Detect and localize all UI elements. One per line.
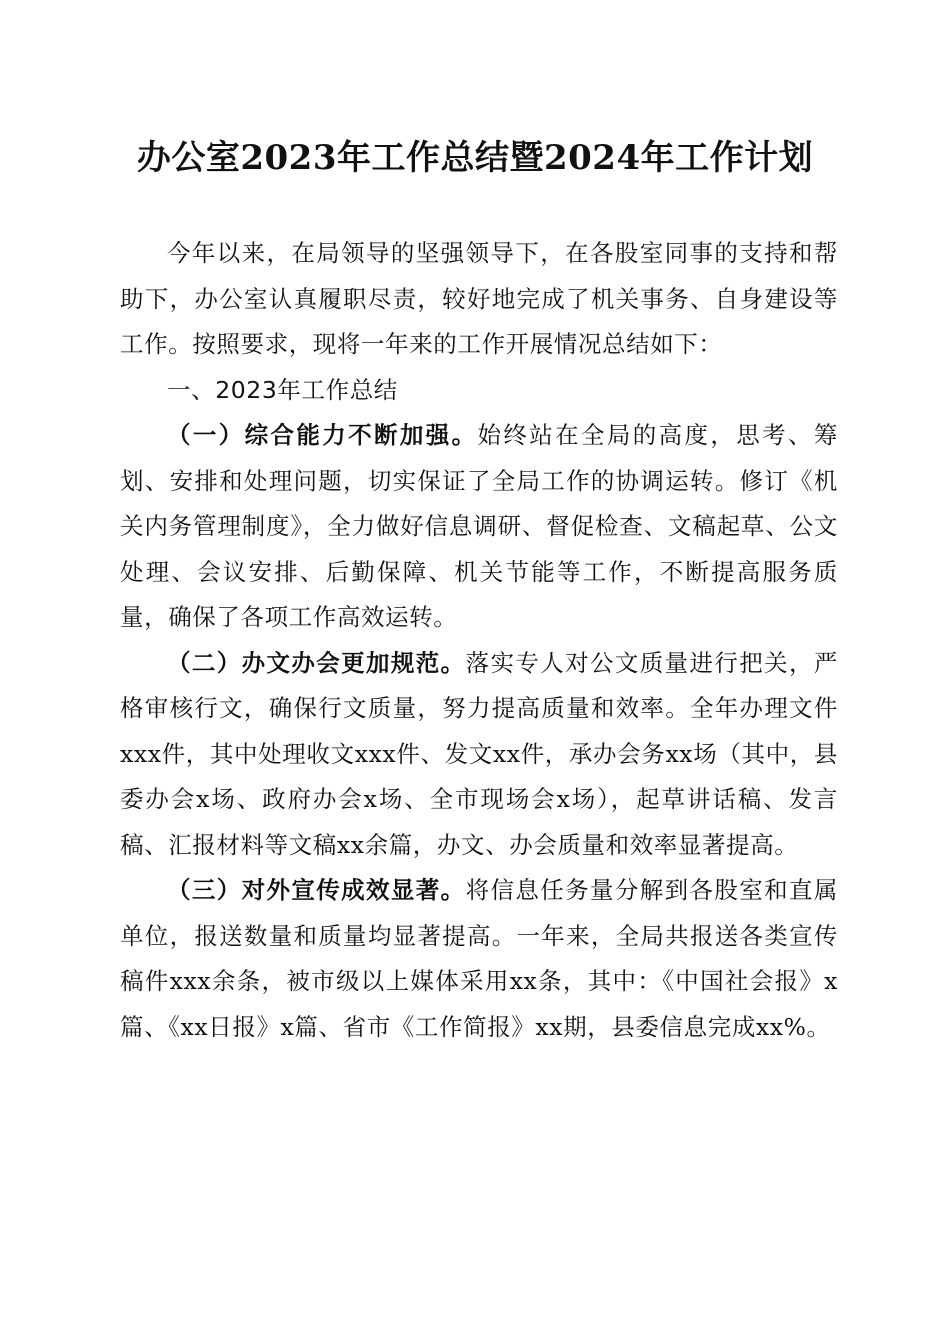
item-text-1: 始终站在全局的高度，思考、筹划、安排和处理问题，切实保证了全局工作的协调运转。修订《机关内务管理制度》，全力做好信息调研、督促检查、文稿起草、公文处理、会议安排、后勤保障、机关节能等工作，不断提高服务质量，确保了各项工作高效运转。 <box>120 421 838 631</box>
section-heading-summary: 一、2023年工作总结 <box>167 375 398 404</box>
item-lead-1: （一）综合能力不断加强。 <box>167 421 478 449</box>
item-text-3: 将信息任务量分解到各股室和直属单位，报送数量和质量均显著提高。一年来，全局共报送各类宣传稿件xxx余条，被市级以上媒体采用xx条，其中：《中国社会报》x篇、《xx日报》x篇、省市《工作简报》xx期，县委信息完成xx%。 <box>120 876 839 1041</box>
item-paragraph-2 <box>120 641 838 869</box>
item-paragraph-3 <box>120 868 838 1050</box>
document-title: 办公室2023年工作总结暨2024年工作计划 <box>136 138 814 178</box>
item-text-2: 落实专人对公文质量进行把关，严格审核行文，确保行文质量，努力提高质量和效率。全年办理文件xxx件，其中处理收文xxx件、发文xx件，承办会务xx场（其中，县委办会x场、政府办会x场、全市现场会x场），起草讲话稿、发言稿、汇报材料等文稿xx余篇，办文、办会质量和效率显著提高。 <box>120 648 839 859</box>
document-body <box>120 231 838 1050</box>
item-lead-2: （二）办文办会更加规范。 <box>167 648 466 677</box>
item-lead-3: （三）对外宣传成效显著。 <box>167 876 466 904</box>
item-paragraph-1 <box>120 413 838 641</box>
intro-paragraph: 今年以来，在局领导的坚强领导下，在各股室同事的支持和帮助下，办公室认真履职尽责，较好地完成了机关事务、自身建设等工作。按照要求，现将一年来的工作开展情况总结如下： <box>120 239 838 358</box>
